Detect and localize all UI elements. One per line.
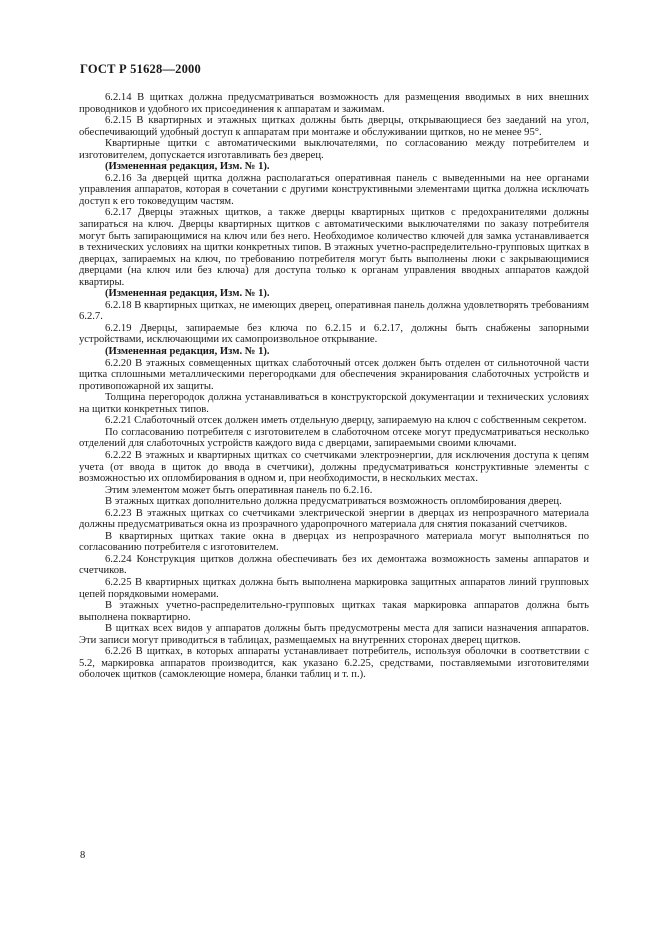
paragraph-6-2-25-records: В щитках всех видов у аппаратов должны быть предусмотрены места для записи назначения аппаратов. Эти записи могут приводиться в таблицах, размещаемых на внутренних сторонах дверец щитков.	[79, 623, 589, 646]
standard-header: ГОСТ Р 51628—2000	[80, 62, 201, 76]
paragraph-6-2-23-windows: В квартирных щитках такие окна в дверцах из непрозрачного материала могут выполняться по согласованию потребителя с изготовителем.	[79, 530, 589, 554]
paragraph-6-2-14: 6.2.14 В щитках должна предусматриваться возможность для размещения вводимых в них внешних проводников и удобного их присоединения к аппаратам и зажимам.	[79, 92, 589, 115]
paragraph-6-2-24: 6.2.24 Конструкция щитков должна обеспечивать без их демонтажа возможность замены аппаратов и счетчиков.	[79, 553, 589, 577]
paragraph-6-2-19: 6.2.19 Дверцы, запираемые без ключа по 6.2.15 и 6.2.17, должны быть снабжены запорными устройствами, исключающими их самопроизвольное открывание.	[79, 322, 589, 346]
amendment-note: (Измененная редакция, Изм. № 1).	[105, 288, 270, 300]
paragraph-6-2-26: 6.2.26 В щитках, в которых аппараты устанавливает потребитель, используя оболочки в соответствии с 5.2, маркировка аппаратов производится, как указано 6.2.25, средствами, поставляемыми изготовителями оболочек щитков (самоклеющие номера, бланки таблиц и т. п.).	[79, 646, 589, 681]
paragraph-6-2-15: 6.2.15 В квартирных и этажных щитках должны быть дверцы, открывающиеся без заеданий на угол, обеспечивающий удобный доступ к аппаратам при монтаже и обслуживании щитков, но не менее 95°.	[79, 115, 589, 138]
paragraph-6-2-20: 6.2.20 В этажных совмещенных щитках слаботочный отсек должен быть отделен от сильноточной части щитка сплошными металлическими перегородками для обеспечения экранирования слаботочных устройств и противопожарной их защиты.	[79, 357, 589, 392]
paragraph-6-2-21-compartments: По согласованию потребителя с изготовителем в слаботочном отсеке могут предусматриваться несколько отделений для слаботочных устройств каждого вида с дверцами, запираемыми своими ключами.	[79, 426, 589, 450]
body-text	[79, 92, 589, 681]
amendment-note: (Измененная редакция, Изм. № 1).	[105, 346, 270, 358]
paragraph-6-2-23: 6.2.23 В этажных щитках со счетчиками электрической энергии в дверцах из непрозрачного материала должны предусматриваться окна из прозрачного ударопрочного материала для снятия показаний счетчиков.	[79, 507, 589, 531]
amendment-note: (Измененная редакция, Изм. № 1).	[105, 161, 270, 173]
paragraph-6-2-22-element: Этим элементом может быть оперативная панель по 6.2.16.	[105, 484, 373, 496]
paragraph-6-2-25: 6.2.25 В квартирных щитках должна быть выполнена маркировка защитных аппаратов линий групповых цепей порядковыми номерами.	[79, 576, 589, 600]
paragraph-6-2-20-thickness: Толщина перегородок должна устанавливаться в конструкторской документации и технических условиях на щитки конкретных типов.	[79, 392, 589, 415]
page-number: 8	[80, 850, 86, 861]
paragraph-6-2-22: 6.2.22 В этажных и квартирных щитках со счетчиками электроэнергии, для исключения доступа к цепям учета (от ввода в щиток до ввода в счетчики), должны предусматриваться конструктивные элементы с возможностью их опломбирования в одном и, при необходимости, в нескольких местах.	[79, 449, 589, 485]
paragraph-6-2-16: 6.2.16 За дверцей щитка должна располагаться оперативная панель с выведенными на нее органами управления аппаратов, которая в сочетании с другими конструктивными элементами щитка должна исключать доступ к его токоведущим частям.	[79, 172, 589, 207]
paragraph-6-2-21: 6.2.21 Слаботочный отсек должен иметь отдельную дверцу, запираемую на ключ с собственным секретом.	[105, 415, 587, 427]
paragraph-6-2-25-floor: В этажных учетно-распределительно-групповых щитках такая маркировка аппаратов должна быть выполнена поквартирно.	[79, 600, 589, 623]
paragraph-6-2-18: 6.2.18 В квартирных щитках, не имеющих дверец, оперативная панель должна удовлетворять требованиям 6.2.7.	[79, 299, 589, 323]
paragraph-6-2-15-note: Квартирные щитки с автоматическими выключателями, по согласованию между потребителем и изготовителем, допускается изготавливать без дверец.	[79, 138, 589, 161]
paragraph-6-2-22-sealing: В этажных щитках дополнительно должна предусматриваться возможность опломбирования дверец.	[105, 496, 562, 508]
paragraph-6-2-17: 6.2.17 Дверцы этажных щитков, а также дверцы квартирных щитков с предохранителями должны запираться на ключ. Дверцы квартирных щитков с автоматическими выключателями по заказу потребителя могут быть запирающимися на ключ или без него. Необходимое количество ключей для замка устанавливается в технических условиях на щитки конкретных типов. В этажных учетно-распределительно-групповых щитках в дверцах, запираемых на ключ, по требованию потребителя могут быть выполнены люки с закрывающимися дверцами (на ключ или без ключа) для доступа только к органам управления вводных аппаратов каждой квартиры.	[79, 207, 589, 288]
